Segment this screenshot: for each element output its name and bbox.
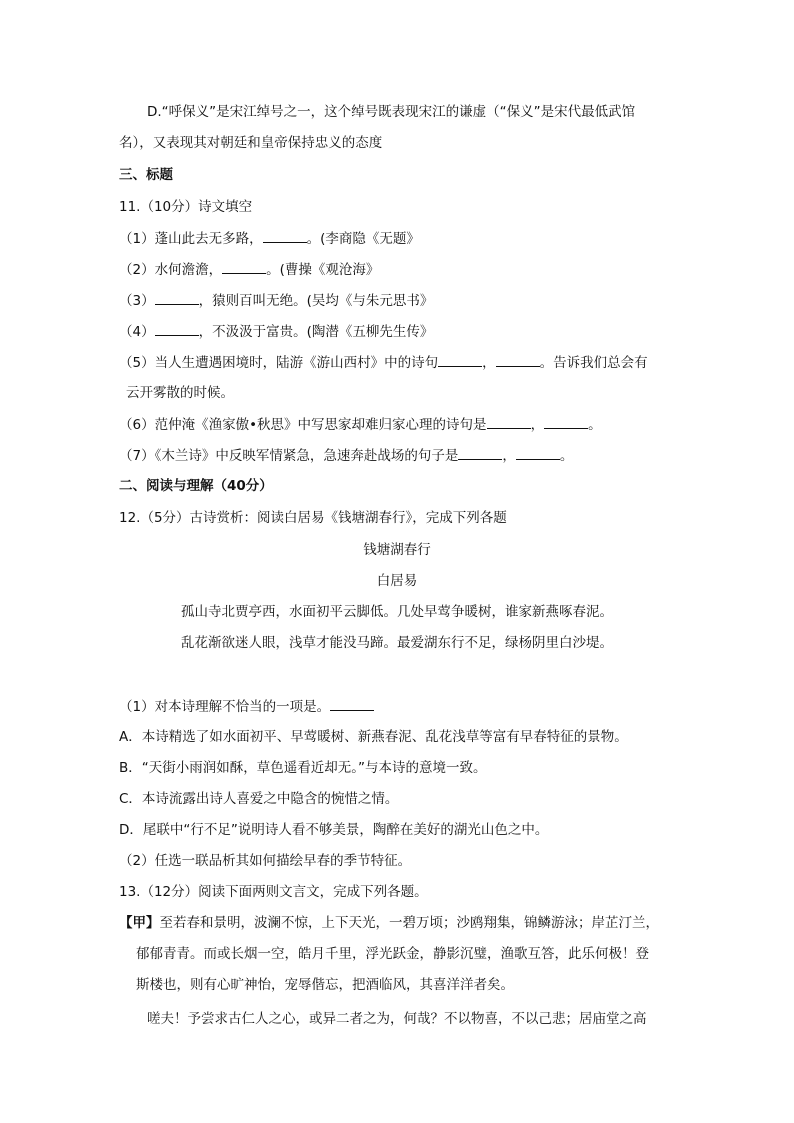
fill-blank[interactable] — [155, 322, 199, 336]
q11-item-5-tail: 。告诉我们总会有 — [539, 355, 648, 371]
comma: ， — [530, 417, 545, 433]
q12-option-a: A．本诗精选了如水面初平、早莺暖树、新燕春泥、乱花浅草等富有早春特征的景物。 — [119, 729, 628, 745]
q11-item-7 — [119, 446, 573, 465]
poem-line-1: 孤山寺北贾亭西，水面初平云脚低。几处早莺争暖树，谁家新燕啄春泥。 — [181, 604, 613, 620]
q13-jia-line1 — [119, 914, 659, 932]
period: 。 — [588, 417, 602, 433]
comma: ， — [502, 448, 516, 464]
fill-blank[interactable] — [155, 291, 199, 305]
q12-option-d: D．尾联中“行不足”说明诗人看不够美景，陶醉在美好的湖光山色之中。 — [119, 822, 549, 838]
q13-jia-line2: 郁郁青青。而或长烟一空，皓月千里，浮光跃金，静影沉璧，渔歌互答，此乐何极！登 — [136, 946, 649, 962]
q12-option-b: B．“天街小雨润如酥，草色遥看近却无。”与本诗的意境一致。 — [119, 760, 487, 776]
section-heading-biaoti: 三、标题 — [119, 167, 173, 183]
q11-item-7-text: （7）《木兰诗》中反映军情紧急，急速奔赴战场的句子是 — [119, 448, 459, 464]
fill-blank[interactable] — [496, 353, 540, 367]
q10-option-d-line1: D.“呼保义”是宋江绰号之一，这个绰号既表现宋江的谦虚（“保义”是宋代最低武馆 — [147, 104, 636, 120]
q11-item-2 — [119, 260, 379, 279]
q11-item-5-text: （5）当人生遭遇困境时，陆游《游山西村》中的诗句 — [119, 355, 439, 371]
q10-option-d-line2: 名），又表现其对朝廷和皇帝保持忠义的态度 — [119, 135, 383, 151]
q12-sub1 — [119, 697, 374, 716]
section-heading-reading: 二、阅读与理解（40分） — [119, 478, 273, 494]
q12-option-c: C．本诗流露出诗人喜爱之中隐含的惋惜之情。 — [119, 791, 399, 807]
fill-blank[interactable] — [263, 229, 307, 243]
fill-blank[interactable] — [438, 353, 482, 367]
q11-item-3 — [119, 291, 433, 310]
poem-line-2: 乱花渐欲迷人眼，浅草才能没马蹄。最爱湖东行不足，绿杨阴里白沙堤。 — [181, 635, 613, 651]
q13-jia-line3: 斯楼也，则有心旷神怡，宠辱偕忘，把酒临风，其喜洋洋者矣。 — [136, 977, 514, 993]
comma: ， — [482, 355, 496, 371]
q11-item-6 — [119, 415, 602, 434]
q11-item-3-number: （3） — [119, 293, 155, 309]
q11-item-4 — [119, 322, 433, 341]
q11-item-5-continuation: 云开雾散的时候。 — [126, 385, 234, 401]
q11-item-1-source: 。(李商隐《无题》 — [306, 231, 420, 247]
q13-jia-line4: 嗟夫！予尝求古仁人之心，或异二者之为，何哉？不以物喜，不以己悲；居庙堂之高 — [147, 1011, 647, 1027]
q11-item-1-text: （1）蓬山此去无多路， — [119, 231, 263, 247]
q13-header: 13.（12分）阅读下面两则文言文，完成下列各题。 — [119, 884, 428, 900]
fill-blank[interactable] — [487, 415, 531, 429]
period: 。 — [559, 448, 574, 464]
q11-item-3-text: ，猿则百叫无绝。(吴均《与朱元思书》 — [198, 293, 434, 309]
fill-blank[interactable] — [330, 697, 374, 711]
q11-item-4-text: ，不汲汲于富贵。(陶潜《五柳先生传》 — [198, 324, 434, 340]
poem-author: 白居易 — [376, 573, 418, 589]
q11-item-6-text: （6）范仲淹《渔家傲•秋思》中写思家却难归家心理的诗句是 — [119, 417, 487, 433]
jia-label: 【甲】 — [119, 915, 160, 931]
fill-blank[interactable] — [516, 446, 560, 460]
fill-blank[interactable] — [544, 415, 588, 429]
q11-item-4-number: （4） — [119, 324, 155, 340]
q12-sub1-text: （1）对本诗理解不恰当的一项是。 — [119, 699, 331, 715]
poem-title: 钱塘湖春行 — [363, 542, 431, 558]
fill-blank[interactable] — [458, 446, 502, 460]
q12-sub2: （2）任选一联品析其如何描绘早春的季节特征。 — [119, 853, 412, 869]
jia-text: 至若春和景明，波澜不惊，上下天光，一碧万顷；沙鸥翔集，锦鳞游泳；岸芷汀兰， — [159, 915, 659, 931]
fill-blank[interactable] — [222, 260, 266, 274]
q12-header: 12.（5分）古诗赏析：阅读白居易《钱塘湖春行》，完成下列各题 — [119, 510, 507, 526]
q11-item-5 — [119, 353, 648, 372]
q11-header: 11.（10分）诗文填空 — [119, 199, 253, 215]
q11-item-2-text: （2）水何澹澹， — [119, 262, 223, 278]
q11-item-1 — [119, 229, 420, 248]
q11-item-2-source: 。(曹操《观沧海》 — [266, 262, 380, 278]
